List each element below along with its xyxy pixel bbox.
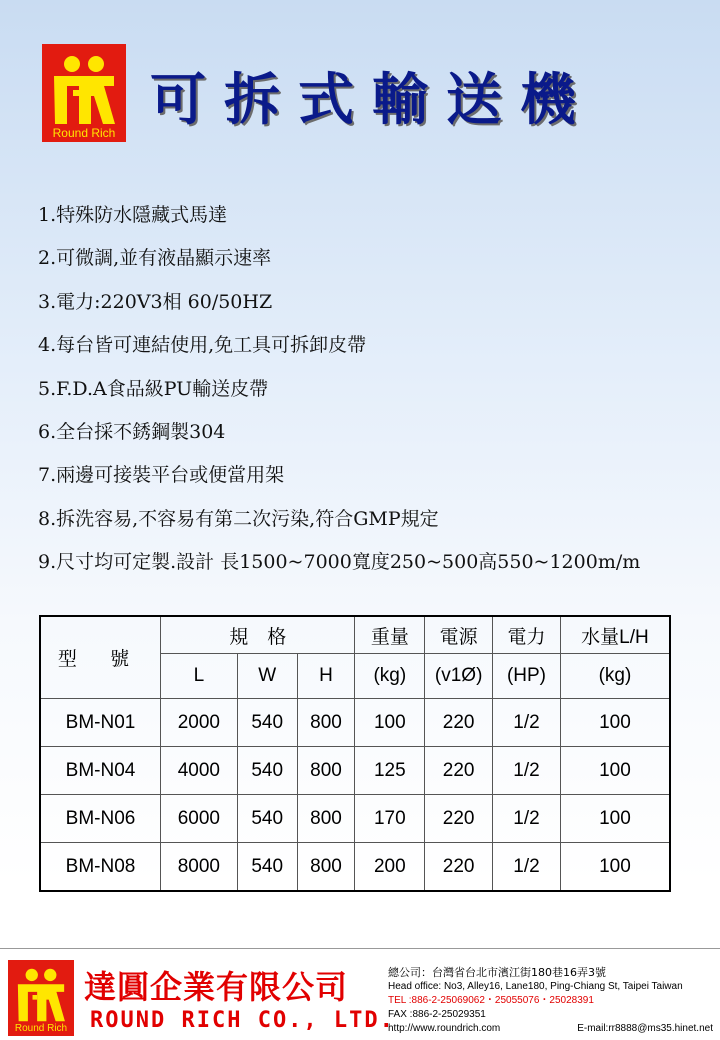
model-cell: BM-N01 (40, 699, 160, 747)
weight-header: 重量 (355, 616, 425, 654)
table-row (40, 795, 670, 843)
address-en: Head office: No3, Alley16, Lane180, Ping-Chiang St, Taipei Taiwan (388, 981, 683, 992)
feature-item: 9.尺寸均可定製.設計 長1500~7000寬度250~500高550~1200m/m (38, 551, 641, 574)
logo-text: Round Rich (52, 126, 116, 140)
contact-info (388, 966, 718, 1036)
source-cell: 220 (425, 699, 493, 747)
logo-text: Round Rich (14, 1023, 68, 1034)
power-cell: 1/2 (493, 699, 561, 747)
height-cell: 800 (297, 843, 355, 892)
rr-logo-icon (14, 967, 68, 1023)
spec-table (39, 615, 671, 892)
footer-divider (0, 948, 720, 949)
water-cell: 100 (560, 747, 670, 795)
telephone: TEL :886-2-25069062・25055076・25028391 (388, 995, 594, 1006)
feature-item: 4.每台皆可連結使用,免工具可拆卸皮帶 (38, 334, 367, 357)
spec-header: 規 格 (160, 616, 354, 654)
company-name-en: ROUND RICH CO., LTD. (90, 1008, 395, 1033)
weight-cell: 100 (355, 699, 425, 747)
footer-logo (8, 960, 74, 1036)
feature-list (38, 198, 640, 589)
feature-item: 7.兩邊可接裝平台或便當用架 (38, 464, 285, 487)
weight-cell: 170 (355, 795, 425, 843)
width-cell: 540 (237, 795, 297, 843)
fax: FAX :886-2-25029351 (388, 1009, 486, 1020)
feature-item: 1.特殊防水隱藏式馬達 (38, 204, 228, 226)
width-cell: 540 (237, 699, 297, 747)
source-unit: (v1Ø) (425, 654, 493, 699)
width-cell: 540 (237, 843, 297, 892)
weight-cell: 200 (355, 843, 425, 892)
source-cell: 220 (425, 843, 493, 892)
model-header: 型 號 (40, 616, 160, 699)
length-cell: 2000 (160, 699, 237, 747)
length-cell: 6000 (160, 795, 237, 843)
weight-unit: (kg) (355, 654, 425, 699)
power-source-header: 電源 (425, 616, 493, 654)
height-cell: 800 (297, 747, 355, 795)
model-cell: BM-N06 (40, 795, 160, 843)
feature-item: 8.拆洗容易,不容易有第二次污染,符合GMP規定 (38, 507, 439, 530)
width-header: W (237, 654, 297, 699)
company-logo (42, 44, 126, 142)
table-row (40, 747, 670, 795)
power-cell: 1/2 (493, 843, 561, 892)
model-cell: BM-N04 (40, 747, 160, 795)
height-header: H (297, 654, 355, 699)
water-header: 水量L/H (560, 616, 670, 654)
model-cell: BM-N08 (40, 843, 160, 892)
table-row (40, 843, 670, 892)
power-unit: (HP) (493, 654, 561, 699)
power-header: 電力 (493, 616, 561, 654)
power-cell: 1/2 (493, 795, 561, 843)
table-row (40, 699, 670, 747)
email-link[interactable]: E-mail:rr8888@ms35.hinet.net (577, 1023, 713, 1034)
rr-logo-icon (49, 54, 119, 126)
source-cell: 220 (425, 747, 493, 795)
table-header-row (40, 616, 670, 654)
source-cell: 220 (425, 795, 493, 843)
water-cell: 100 (560, 699, 670, 747)
height-cell: 800 (297, 795, 355, 843)
height-cell: 800 (297, 699, 355, 747)
water-unit: (kg) (560, 654, 670, 699)
length-header: L (160, 654, 237, 699)
address-cn: 總公司：台灣省台北市濱江街180巷16弄3號 (388, 966, 606, 979)
water-cell: 100 (560, 843, 670, 892)
feature-item: 6.全台採不銹鋼製304 (38, 420, 226, 443)
length-cell: 8000 (160, 843, 237, 892)
website-link[interactable]: http://www.roundrich.com (388, 1023, 501, 1034)
feature-item: 2.可微調,並有液晶顯示速率 (38, 247, 272, 270)
width-cell: 540 (237, 747, 297, 795)
weight-cell: 125 (355, 747, 425, 795)
water-cell: 100 (560, 795, 670, 843)
feature-item: 5.F.D.A食品級PU輸送皮帶 (38, 377, 269, 400)
length-cell: 4000 (160, 747, 237, 795)
page-title: 可拆式輸送機 (150, 68, 594, 133)
company-name-cn: 達圓企業有限公司 (84, 968, 349, 1006)
power-cell: 1/2 (493, 747, 561, 795)
feature-item: 3.電力:220V3相 60/50HZ (38, 290, 273, 313)
